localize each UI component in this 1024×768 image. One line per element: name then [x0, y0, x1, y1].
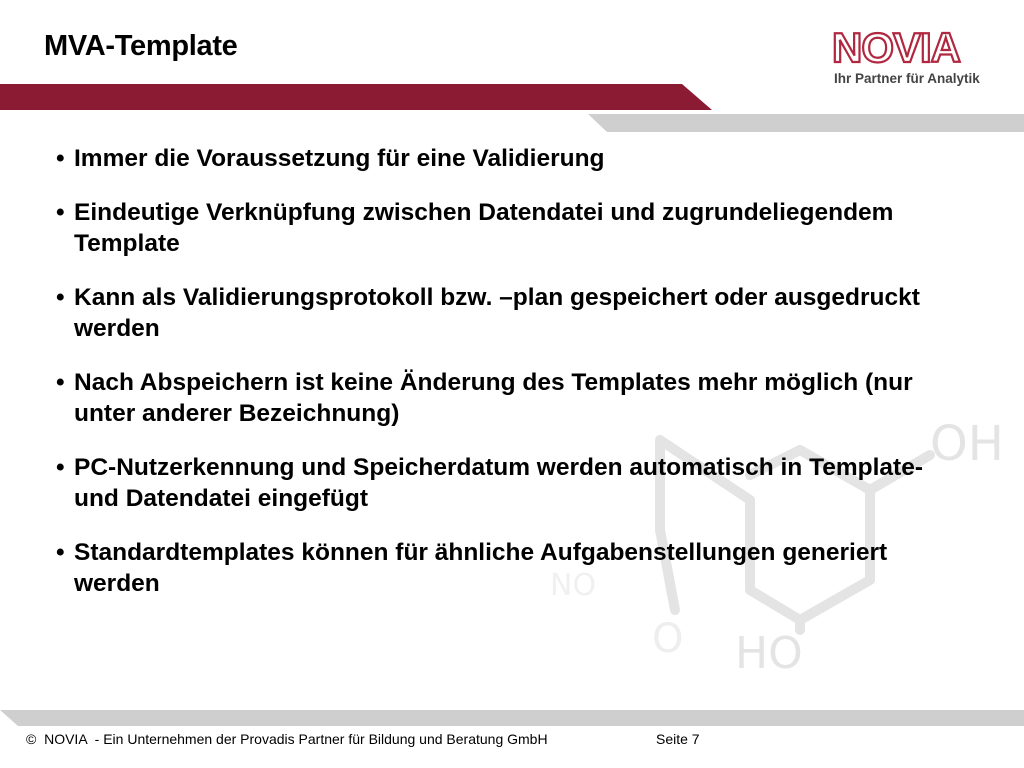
header-band-red — [0, 84, 712, 110]
bullet-item — [56, 452, 956, 514]
bullet-dot: • — [56, 454, 65, 481]
bullet-text: Standardtemplates können für ähnliche Aufgabenstellungen generiert werden — [74, 539, 888, 597]
novia-logo — [830, 22, 1000, 92]
bullet-dot: • — [56, 145, 65, 172]
bullet-dot: • — [56, 539, 65, 566]
footer-band — [0, 700, 1024, 730]
logo-wordmark: NOVIA — [832, 24, 961, 71]
bullet-dot: • — [56, 284, 65, 311]
bullet-item — [56, 282, 956, 344]
bullet-text: PC-Nutzerkennung und Speicherdatum werden automatisch in Template- und Datendatei eingefügt — [74, 454, 923, 512]
bullet-list — [56, 140, 956, 622]
bullet-item — [56, 197, 956, 259]
bullet-text: Nach Abspeichern ist keine Änderung des Templates mehr möglich (nur unter anderer Bezeichnung) — [74, 369, 913, 427]
header-band — [0, 84, 1024, 134]
watermark-no-label: NO — [550, 568, 597, 603]
bullet-item — [56, 143, 956, 174]
footer-band-gray — [0, 710, 1024, 726]
bullet-dot: • — [56, 369, 65, 396]
logo-tagline: Ihr Partner für Analytik — [834, 71, 980, 86]
bullet-text: Kann als Validierungsprotokoll bzw. –plan gespeichert oder ausgedruckt werden — [74, 284, 920, 342]
bullet-text: Immer die Voraussetzung für eine Validierung — [74, 145, 605, 172]
slide-title: MVA-Template — [44, 30, 238, 62]
footer-page-number: Seite 7 — [656, 731, 700, 747]
watermark-oh-label: OH — [930, 416, 1004, 472]
bullet-item — [56, 537, 956, 599]
bullet-item — [56, 367, 956, 429]
watermark-ho-label: HO — [735, 628, 803, 679]
bullet-dot: • — [56, 199, 65, 226]
header-band-gray — [588, 114, 1024, 132]
footer-copyright: © NOVIA - Ein Unternehmen der Provadis Partner für Bildung und Beratung GmbH — [26, 731, 548, 747]
watermark-o-label: O — [652, 616, 684, 662]
bullet-text: Eindeutige Verknüpfung zwischen Datendatei und zugrundeliegendem Template — [74, 199, 894, 257]
